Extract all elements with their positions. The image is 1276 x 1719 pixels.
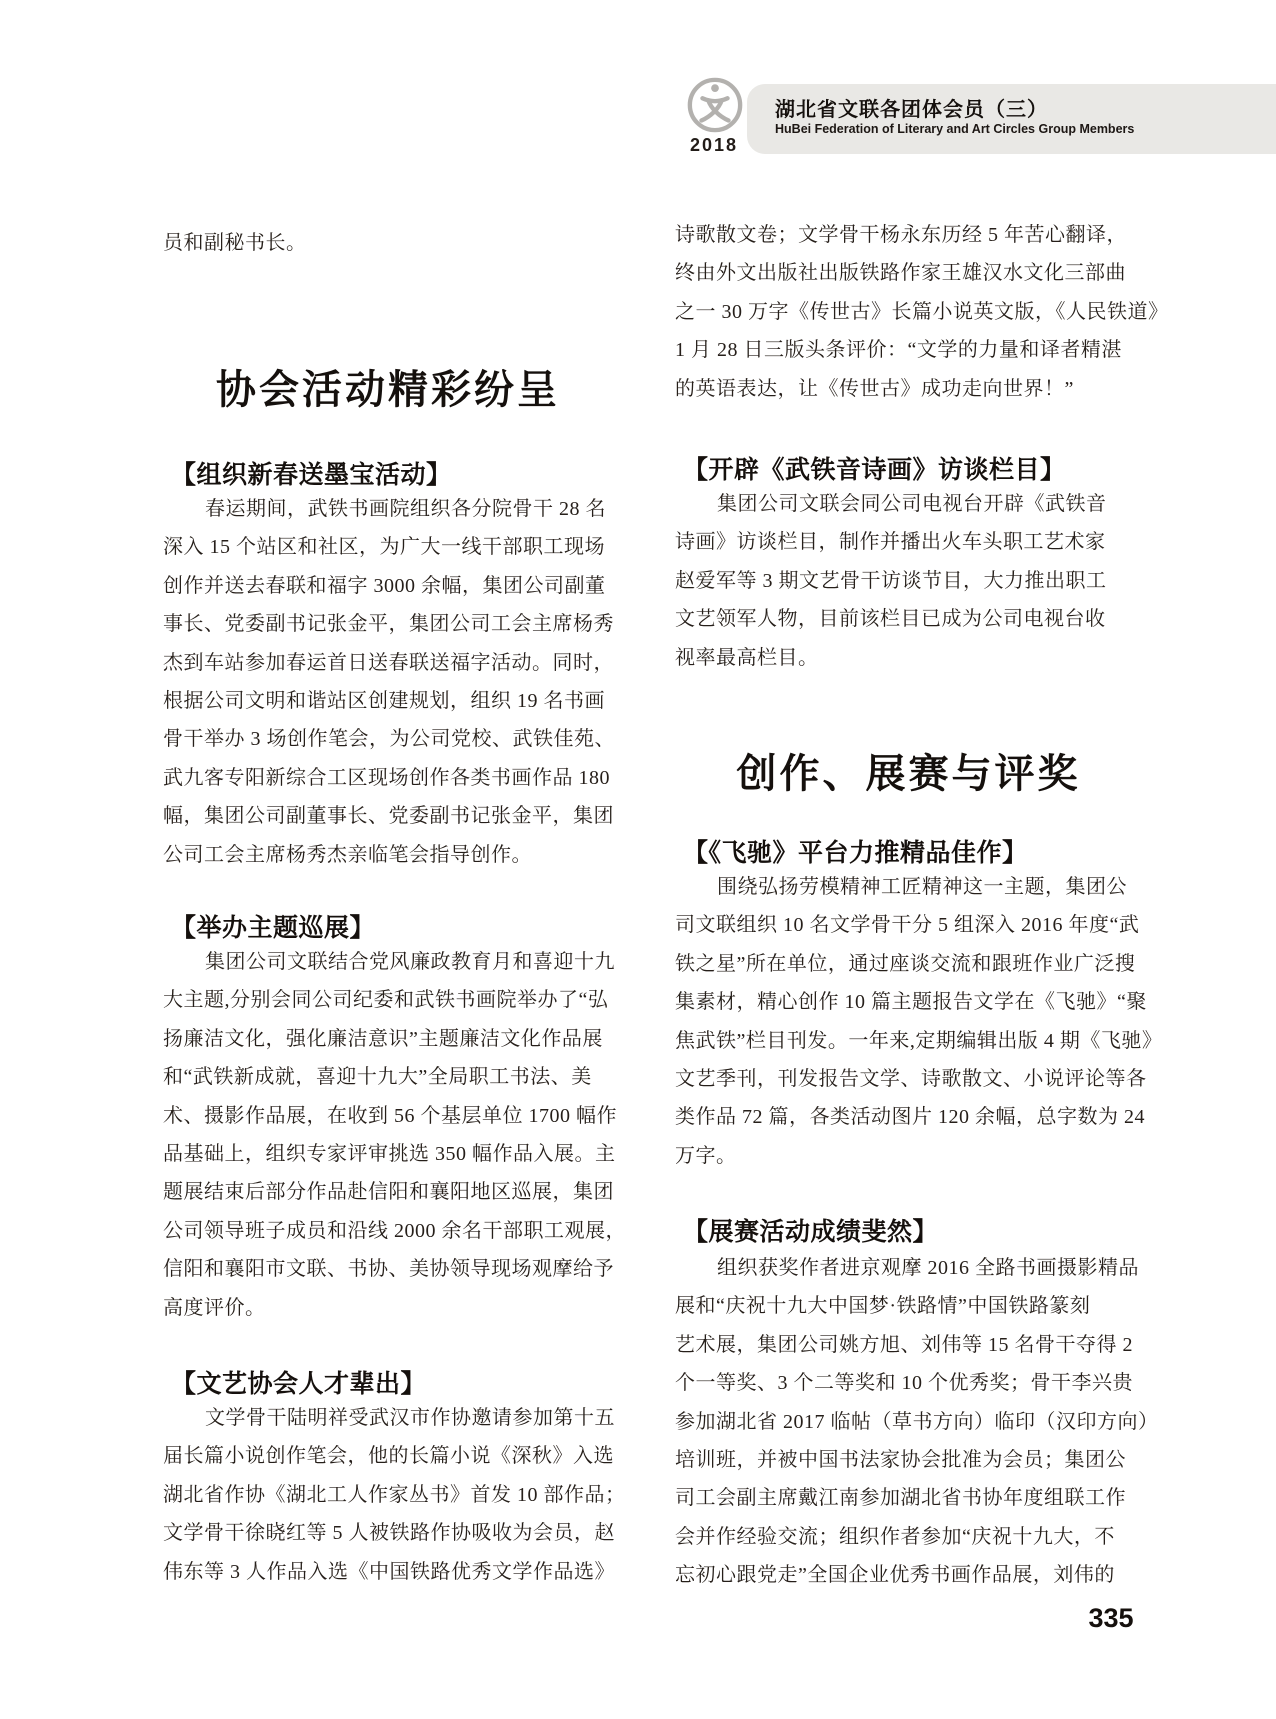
- section-body: [675, 1249, 1159, 1595]
- text-line: 春运期间，武铁书画院组织各分院骨干 28 名: [205, 498, 606, 520]
- text-line: 会并作经验交流；组织作者参加“庆祝十九大，不: [675, 1525, 1115, 1548]
- text-line: 集团公司文联会同公司电视台开辟《武铁音: [717, 493, 1107, 515]
- section-body: [675, 485, 1142, 677]
- text-line: 创作并送去春联和福字 3000 余幅，集团公司副董: [163, 574, 606, 597]
- section-body: [163, 943, 626, 1327]
- text-line: 伟东等 3 人作品入选《中国铁路优秀文学作品选》: [163, 1560, 615, 1583]
- text-line: 深入 15 个站区和社区，为广大一线干部职工现场: [163, 536, 605, 559]
- text-line: 终由外文出版社出版铁路作家王雄汉水文化三部曲: [675, 262, 1126, 285]
- section-body: [163, 1399, 626, 1591]
- text-line: 大主题,分别会同公司纪委和武铁书画院举办了“弘: [163, 989, 609, 1012]
- text-line: 公司领导班子成员和沿线 2000 余名干部职工观展，: [163, 1219, 626, 1242]
- left-intro-line: 员和副秘书长。: [163, 232, 307, 254]
- text-line: 术、摄影作品展，在收到 56 个基层单位 1700 幅作: [163, 1104, 617, 1127]
- text-line: 赵爱军等 3 期文艺骨干访谈节目，大力推出职工: [675, 569, 1107, 592]
- section-title: 【开辟《武铁音诗画》访谈栏目】: [683, 456, 1066, 484]
- text-line: 题展结束后部分作品赴信阳和襄阳地区巡展，集团: [163, 1181, 614, 1204]
- text-line: 届长篇小说创作笔会，他的长篇小说《深秋》入选: [163, 1445, 614, 1468]
- text-line: 品基础上，组织专家评审挑选 350 幅作品入展。主: [163, 1142, 616, 1165]
- text-line: 视率最高栏目。: [675, 646, 819, 669]
- text-line: 艺术展，集团公司姚方旭、刘伟等 15 名骨干夺得 2: [675, 1333, 1133, 1356]
- text-line: 培训班，并被中国书法家协会批准为会员；集团公: [675, 1448, 1126, 1471]
- text-line: 湖北省作协《湖北工人作家丛书》首发 10 部作品；: [163, 1483, 626, 1506]
- header-subtitle: HuBei Federation of Literary and Art Circles Group Members: [775, 122, 1135, 136]
- text-line: 参加湖北省 2017 临帖（草书方向）临印（汉印方向）: [675, 1410, 1159, 1433]
- text-line: 组织获奖作者进京观摩 2016 全路书画摄影精品: [717, 1257, 1139, 1279]
- text-line: 骨干举办 3 场创作笔会，为公司党校、武铁佳苑、: [163, 728, 615, 751]
- logo-year: 2018: [689, 135, 739, 155]
- text-line: 1 月 28 日三版头条评价：“文学的力量和译者精湛: [675, 339, 1122, 362]
- text-line: 诗画》访谈栏目，制作并播出火车头职工艺术家: [675, 531, 1106, 554]
- text-line: 信阳和襄阳市文联、书协、美协领导现场观摩给予: [163, 1258, 614, 1281]
- text-line: 个一等奖、3 个二等奖和 10 个优秀奖；骨干李兴贵: [675, 1372, 1133, 1395]
- text-line: 文艺季刊，刊发报告文学、诗歌散文、小说评论等各: [675, 1067, 1147, 1090]
- text-line: 万字。: [675, 1144, 737, 1167]
- right-column-heading: 创作、展赛与评奖: [736, 752, 1081, 796]
- text-line: 文学骨干陆明祥受武汉市作协邀请参加第十五: [205, 1407, 615, 1429]
- text-line: 铁之星”所在单位，通过座谈交流和跟班作业广泛搜: [675, 952, 1136, 975]
- text-line: 高度评价。: [163, 1296, 266, 1319]
- text-line: 根据公司文明和谐站区创建规划，组织 19 名书画: [163, 689, 605, 712]
- text-line: 焦武铁”栏目刊发。一年来,定期编辑出版 4 期《飞驰》: [675, 1029, 1163, 1052]
- text-line: 展和“庆祝十九大中国梦·铁路情”中国铁路篆刻: [675, 1295, 1091, 1318]
- section-title: 【举办主题巡展】: [171, 914, 376, 942]
- federation-logo-icon: [686, 76, 744, 134]
- text-line: 围绕弘扬劳模精神工匠精神这一主题，集团公: [717, 876, 1127, 898]
- text-line: 的英语表达，让《传世古》成功走向世界！”: [675, 377, 1074, 400]
- section-title: 【组织新春送墨宝活动】: [171, 461, 452, 489]
- continuation-paragraph: [675, 216, 1169, 408]
- section-title: 【文艺协会人才辈出】: [171, 1370, 427, 1398]
- text-line: 扬廉洁文化，强化廉洁意识”主题廉洁文化作品展: [163, 1027, 603, 1050]
- section-body: [163, 490, 613, 874]
- header-title: 湖北省文联各团体会员（三）: [775, 99, 1048, 121]
- text-line: 集素材，精心创作 10 篇主题报告文学在《飞驰》“聚: [675, 991, 1147, 1014]
- text-line: 文学骨干徐晓红等 5 人被铁路作协吸收为会员，赵: [163, 1522, 615, 1545]
- text-line: 事长、党委副书记张金平，集团公司工会主席杨秀: [163, 613, 614, 636]
- text-line: 集团公司文联结合党风廉政教育月和喜迎十九: [205, 951, 615, 973]
- left-column-heading: 协会活动精彩纷呈: [216, 368, 560, 412]
- text-line: 司文联组织 10 名文学骨干分 5 组深入 2016 年度“武: [675, 914, 1140, 937]
- text-line: 之一 30 万字《传世古》长篇小说英文版，《人民铁道》: [675, 300, 1169, 323]
- section-title: 【《飞驰》平台力推精品佳作】: [683, 839, 1028, 867]
- text-line: 武九客专阳新综合工区现场创作各类书画作品 180: [163, 766, 610, 789]
- text-line: 幅，集团公司副董事长、党委副书记张金平，集团: [163, 805, 614, 828]
- text-line: 文艺领军人物，目前该栏目已成为公司电视台收: [675, 608, 1106, 631]
- text-line: 杰到车站参加春运首日送春联送福字活动。同时，: [163, 651, 614, 674]
- section-title: 【展赛活动成绩斐然】: [683, 1218, 939, 1246]
- text-line: 类作品 72 篇，各类活动图片 120 余幅，总字数为 24: [675, 1106, 1145, 1129]
- text-line: 司工会副主席戴江南参加湖北省书协年度组联工作: [675, 1487, 1126, 1510]
- text-line: 诗歌散文卷；文学骨干杨永东历经 5 年苦心翻译，: [675, 224, 1127, 246]
- text-line: 忘初心跟党走”全国企业优秀书画作品展，刘伟的: [675, 1564, 1115, 1587]
- header-banner: [747, 84, 1276, 154]
- section-body: [675, 868, 1163, 1175]
- page-number: 335: [1088, 1603, 1134, 1633]
- text-line: 公司工会主席杨秀杰亲临笔会指导创作。: [163, 843, 532, 866]
- text-line: 和“武铁新成就，喜迎十九大”全局职工书法、美: [163, 1066, 592, 1089]
